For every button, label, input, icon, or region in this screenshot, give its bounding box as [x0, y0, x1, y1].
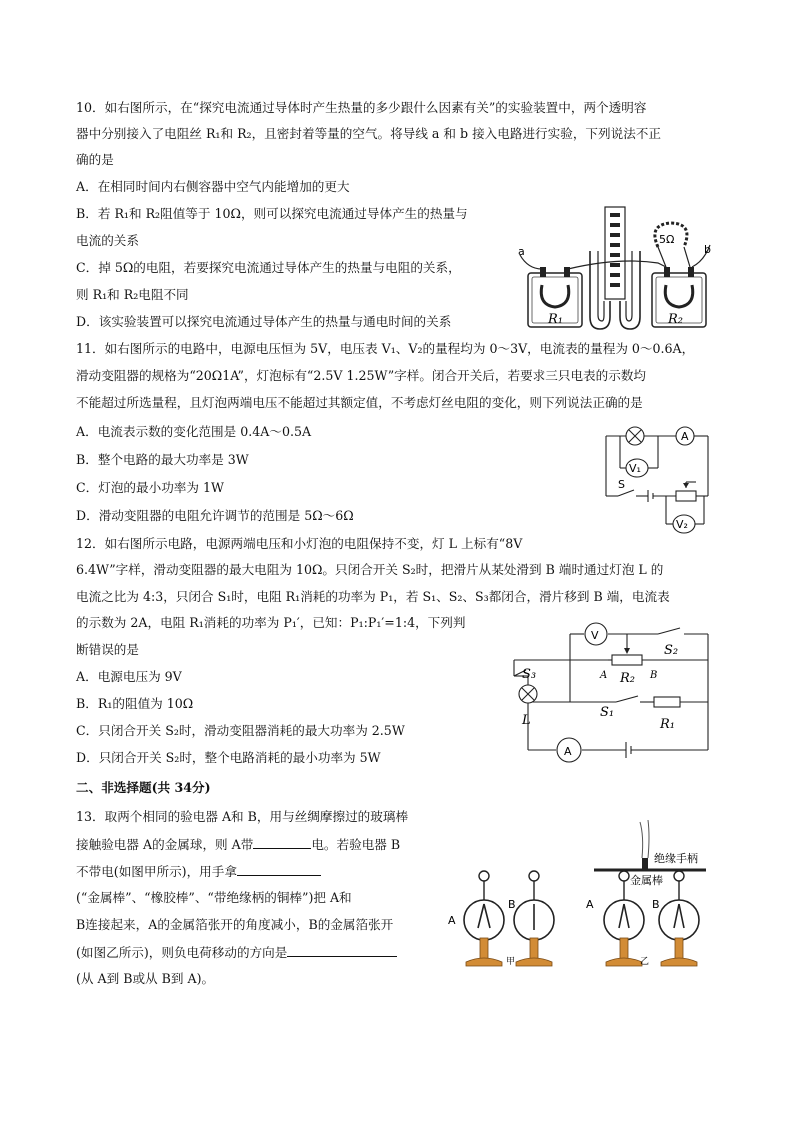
section-2-title: 二、非选择题(共 34分)	[76, 780, 211, 795]
q13-answer-blank-1[interactable]	[253, 835, 311, 849]
q13-line4: (“金属棒”、“橡胶棒”、“带绝缘柄的铜棒”)把 A和	[76, 890, 352, 905]
q11-figure-circuit	[596, 424, 716, 536]
q13-figure-handle-label: 绝缘手柄	[654, 852, 698, 865]
q13-line3-text: 不带电(如图甲所示)，用手拿	[76, 864, 237, 879]
q13-line1: 13．取两个相同的验电器 A和 B，用与丝绸摩擦过的玻璃棒	[76, 809, 409, 824]
q11-figure-v1-label: V₁	[629, 462, 641, 475]
q12-figure-voltmeter-label: V	[591, 629, 599, 642]
q12-line1: 12．如右图所示电路，电源两端电压和小灯泡的电阻保持不变，灯 L 上标有“8V	[76, 536, 523, 551]
q11-option-a: A．电流表示数的变化范围是 0.4A～0.5A	[76, 424, 312, 439]
q12-option-b: B．R₁的阻值为 10Ω	[76, 696, 194, 711]
q12-figure-r2-label: R₂	[620, 671, 635, 686]
q10-line3: 确的是	[76, 152, 114, 167]
q11-line3: 不能超过所选量程，且灯泡两端电压不能超过其额定值，不考虑灯丝电阻的变化，则下列说法正确的是	[76, 395, 643, 410]
q11-option-d: D．滑动变阻器的电阻允许调节的范围是 5Ω～6Ω	[76, 508, 354, 523]
q10-option-b-line2: 电流的关系	[76, 233, 139, 248]
q13-figure-rod-label: 金属棒	[630, 874, 663, 887]
q12-figure-point-a-label: A	[600, 670, 608, 681]
q13-figure-yi-label: 乙	[640, 957, 650, 967]
q13-line2-prefix: 接触验电器 A的金属球，则 A带	[76, 837, 254, 852]
q10-figure-label-b: b	[704, 243, 711, 256]
q12-figure-ammeter-label: A	[564, 745, 572, 758]
q11-figure-ammeter-label: A	[681, 430, 689, 443]
q12-option-d: D．只闭合开关 S₂时，整个电路消耗的最小功率为 5W	[76, 750, 381, 765]
q13-line6-text: (如图乙所示)，则负电荷移动的方向是	[76, 945, 288, 960]
q10-figure-label-r1: R₁	[548, 312, 563, 327]
q13-figure-jia-label: 甲	[506, 957, 516, 967]
q10-option-b-line1: B．若 R₁和 R₂阻值等于 10Ω，则可以探究电流通过导体产生的热量与	[76, 206, 468, 221]
q10-figure-label-5ohm: 5Ω	[659, 233, 675, 246]
q10-figure-heating-apparatus	[518, 205, 718, 335]
q10-line1: 10．如右图所示，在“探究电流通过导体时产生热量的多少跟什么因素有关”的实验装置中，两个透明容	[76, 100, 647, 115]
q10-option-c-line2: 则 R₁和 R₂电阻不同	[76, 287, 189, 302]
q11-option-b: B．整个电路的最大功率是 3W	[76, 452, 249, 467]
q10-option-a: A．在相同时间内右侧容器中空气内能增加的更大	[76, 179, 350, 194]
q12-figure-s2-label: S₂	[664, 643, 679, 658]
q13-line7: (从 A到 B或从 B到 A)。	[76, 971, 215, 986]
q13-answer-blank-2[interactable]	[237, 862, 321, 876]
q13-figure-yi-a-label: A	[586, 898, 594, 911]
q13-line2-suffix: 电。若验电器 B	[311, 837, 401, 852]
q10-line2: 器中分别接入了电阻丝 R₁和 R₂，且密封着等量的空气。将导线 a 和 b 接入电路进行实验，下列说法不正	[76, 126, 661, 141]
q10-figure-label-a: a	[518, 245, 525, 258]
q12-line5: 断错误的是	[76, 642, 139, 657]
q10-option-c-line1: C．掉 5Ω的电阻，若要探究电流通过导体产生的热量与电阻的关系，	[76, 260, 461, 275]
q11-option-c: C．灯泡的最小功率为 1W	[76, 480, 224, 495]
q12-figure-circuit	[508, 618, 716, 768]
q12-option-a: A．电源电压为 9V	[76, 669, 182, 684]
q10-figure-label-r2: R₂	[668, 312, 683, 327]
q12-line4: 的示数为 2A，电阻 R₁消耗的功率为 P₁′，已知：P₁:P₁′=1:4，下列判	[76, 615, 466, 630]
q12-option-c: C．只闭合开关 S₂时，滑动变阻器消耗的最大功率为 2.5W	[76, 723, 405, 738]
q13-line5: B连接起来，A的金属箔张开的角度减小，B的金属箔张开	[76, 917, 394, 932]
q12-figure-point-b-label: B	[650, 670, 658, 681]
q12-figure-r1-label: R₁	[660, 717, 675, 732]
q13-line2	[76, 835, 400, 854]
q11-figure-v2-label: V₂	[676, 518, 688, 531]
q11-line2: 滑动变阻器的规格为“20Ω1A”，灯泡标有“2.5V 1.25W”字样。闭合开关后，若要求三只电表的示数均	[76, 368, 647, 383]
q12-line2: 6.4W”字样，滑动变阻器的最大电阻为 10Ω。只闭合开关 S₂时，把滑片从某处滑到 B 端时通过灯泡 L 的	[76, 562, 664, 577]
q12-figure-lamp-label: L	[522, 713, 531, 728]
q13-answer-blank-3[interactable]	[287, 943, 397, 957]
q11-figure-switch-label: S	[618, 478, 625, 491]
q11-line1: 11．如右图所示的电路中，电源电压恒为 5V，电压表 V₁、V₂的量程均为 0～3V，电流表的量程为 0～0.6A，	[76, 341, 695, 356]
q13-figure-jia-b-label: B	[508, 898, 516, 911]
q13-figure-jia-a-label: A	[448, 914, 456, 927]
q12-figure-s1-label: S₁	[600, 705, 615, 720]
q12-line3: 电流之比为 4:3，只闭合 S₁时，电阻 R₁消耗的功率为 P₁，若 S₁、S₂、S₃都闭合，滑片移到 B 端，电流表	[76, 589, 670, 604]
q12-figure-s3-label: S₃	[522, 667, 537, 682]
q13-figure-electroscopes	[444, 818, 724, 968]
q10-option-d: D．该实验装置可以探究电流通过导体产生的热量与通电时间的关系	[76, 314, 452, 329]
q13-line6	[76, 943, 397, 962]
q13-figure-yi-b-label: B	[652, 898, 660, 911]
q13-line3	[76, 862, 321, 881]
